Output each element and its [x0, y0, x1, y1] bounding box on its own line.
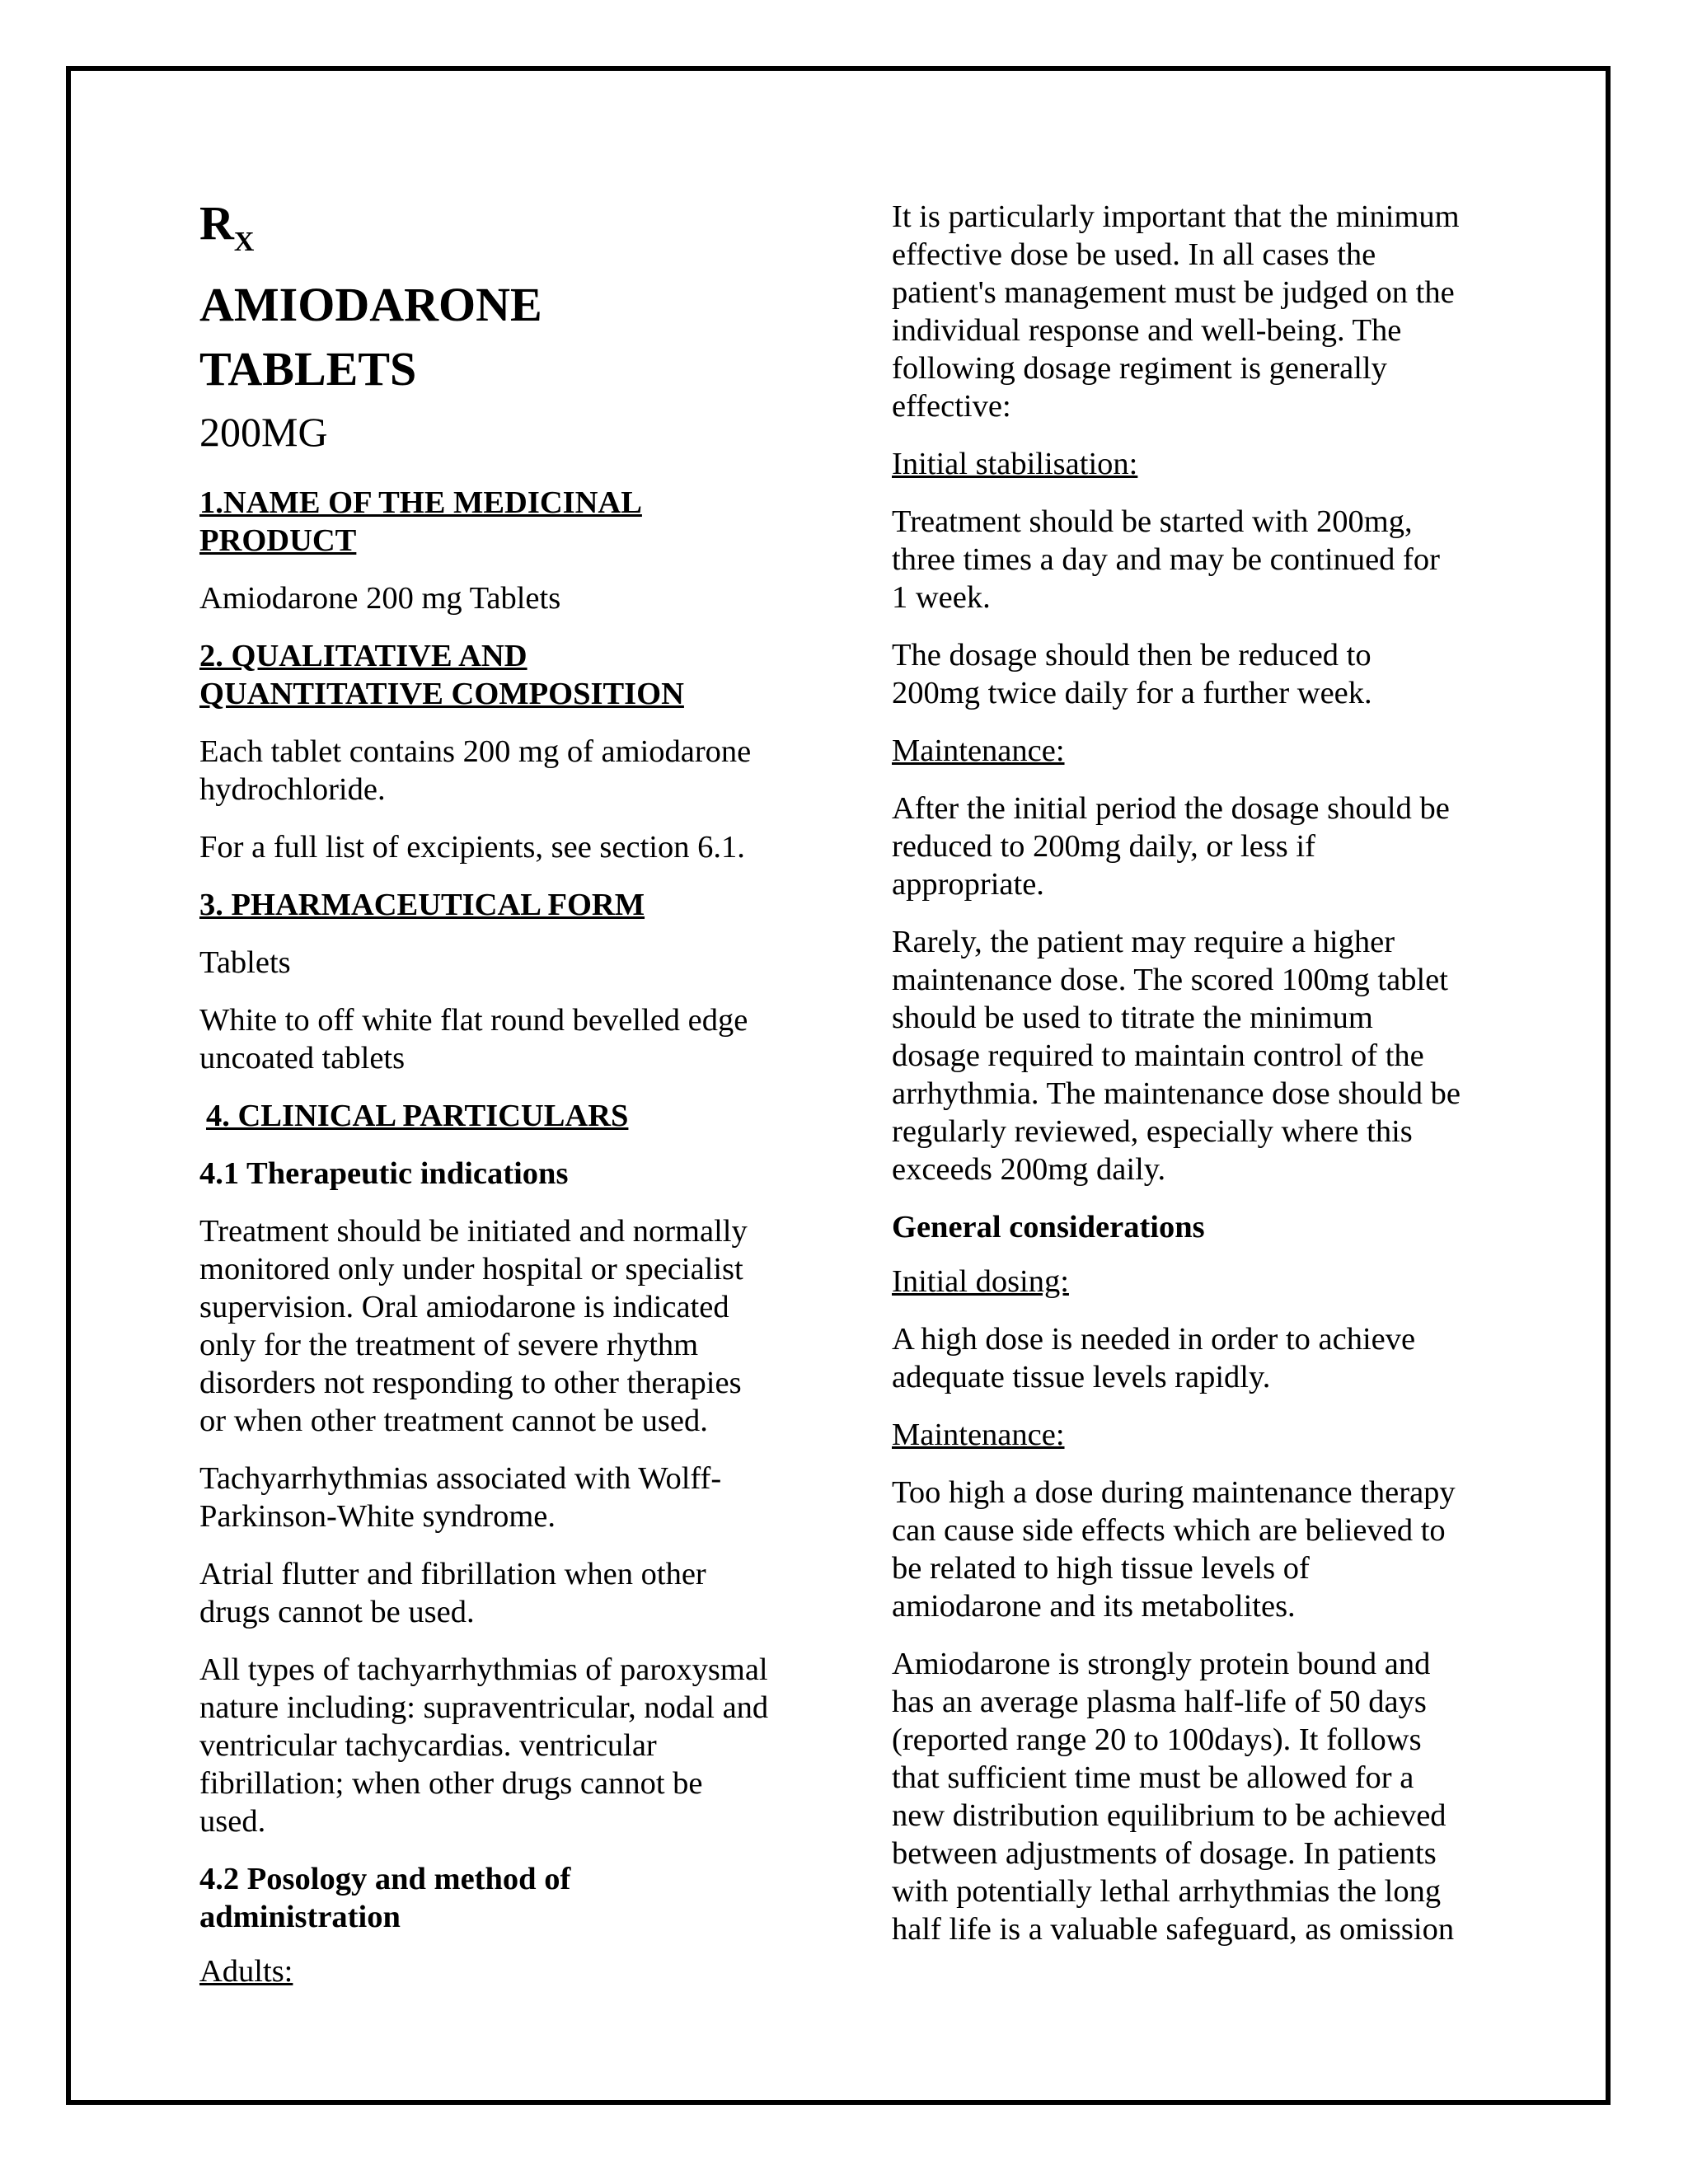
general-considerations-heading: General considerations [892, 1210, 1205, 1244]
section-1-heading: 1.NAME OF THE MEDICINAL PRODUCT [199, 485, 642, 558]
section-4-1-text-1: Treatment should be initiated and normally monitored only under hospital or specialist supervision. Oral amiodarone is indicated only for the treatment of severe rhythm disorders not responding to other therapies or when other treatment cannot be used. [199, 1214, 748, 1438]
section-3-text-2: White to off white flat round bevelled edge uncoated tablets [199, 1003, 748, 1076]
initial-stabilisation-label: Initial stabilisation: [892, 447, 1138, 481]
adults-label: Adults: [199, 1954, 293, 1989]
maintenance-side-effects-text: Too high a dose during maintenance therapy can cause side effects which are believed to be related to high tissue levels of amiodarone and its metabolites. [892, 1475, 1456, 1624]
maintenance-label: Maintenance: [892, 733, 1065, 768]
section-4-1-heading: 4.1 Therapeutic indications [199, 1156, 569, 1191]
protein-binding-text: Amiodarone is strongly protein bound and has an average plasma half-life of 50 days (reported range 20 to 100days). It follows that sufficient time must be allowed for a new distribution equilibrium to be achieved between adjustments of dosage. In patients with potentially lethal arrhythmias the long half life is a valuable safeguard, as omission [892, 1647, 1455, 1947]
dose-reduction-text: The dosage should then be reduced to 200mg twice daily for a further week. [892, 638, 1372, 710]
section-3-heading: 3. PHARMACEUTICAL FORM [199, 888, 645, 922]
maintenance-label-2: Maintenance: [892, 1418, 1065, 1452]
right-column [892, 198, 1502, 1968]
section-4-1-text-3: Atrial flutter and fibrillation when other drugs cannot be used. [199, 1557, 706, 1629]
maintenance-text-1: After the initial period the dosage should be reduced to 200mg daily, or less if appropriate. [892, 791, 1450, 902]
rx-subscript: X [233, 227, 255, 257]
initial-dosing-text: A high dose is needed in order to achieve adequate tissue levels rapidly. [892, 1322, 1416, 1394]
section-4-1-text-2: Tachyarrhythmias associated with Wolff- Parkinson-White syndrome. [199, 1461, 722, 1534]
section-3-text-1: Tablets [199, 945, 291, 980]
document-title: AMIODARONE TABLETS [199, 278, 542, 396]
product-strength: 200MG [199, 409, 328, 455]
section-2-text-1: Each tablet contains 200 mg of amiodarone hydrochloride. [199, 734, 752, 807]
section-4-1-text-4: All types of tachyarrhythmias of paroxysmal nature including: supraventricular, nodal and ventricular tachycardias. ventricular fibrillation; when other drugs cannot be used. [199, 1652, 769, 1839]
section-2-text-2: For a full list of excipients, see section 6.1. [199, 830, 745, 865]
rx-letter: R [199, 196, 234, 250]
section-1-text: Amiodarone 200 mg Tablets [199, 581, 561, 616]
section-2-heading: 2. QUALITATIVE AND QUANTITATIVE COMPOSITION [199, 639, 684, 711]
rx-symbol [199, 194, 801, 271]
initial-dosing-label: Initial dosing: [892, 1264, 1069, 1299]
section-4-2-heading: 4.2 Posology and method of administration [199, 1862, 571, 1934]
left-column [199, 194, 801, 2010]
maintenance-text-2: Rarely, the patient may require a higher maintenance dose. The scored 100mg tablet should be used to titrate the minimum dosage required to maintain control of the arrhythmia. The maintenance dose should be regularly reviewed, especially where this exceeds 200mg daily. [892, 925, 1461, 1187]
section-4-heading: 4. CLINICAL PARTICULARS [206, 1099, 629, 1133]
initial-stabilisation-text: Treatment should be started with 200mg, three times a day and may be continued for 1 week. [892, 504, 1440, 615]
dose-intro-paragraph: It is particularly important that the minimum effective dose be used. In all cases the patient's management must be judged on the individual response and well-being. The following dosage regiment is generally effective: [892, 199, 1460, 424]
